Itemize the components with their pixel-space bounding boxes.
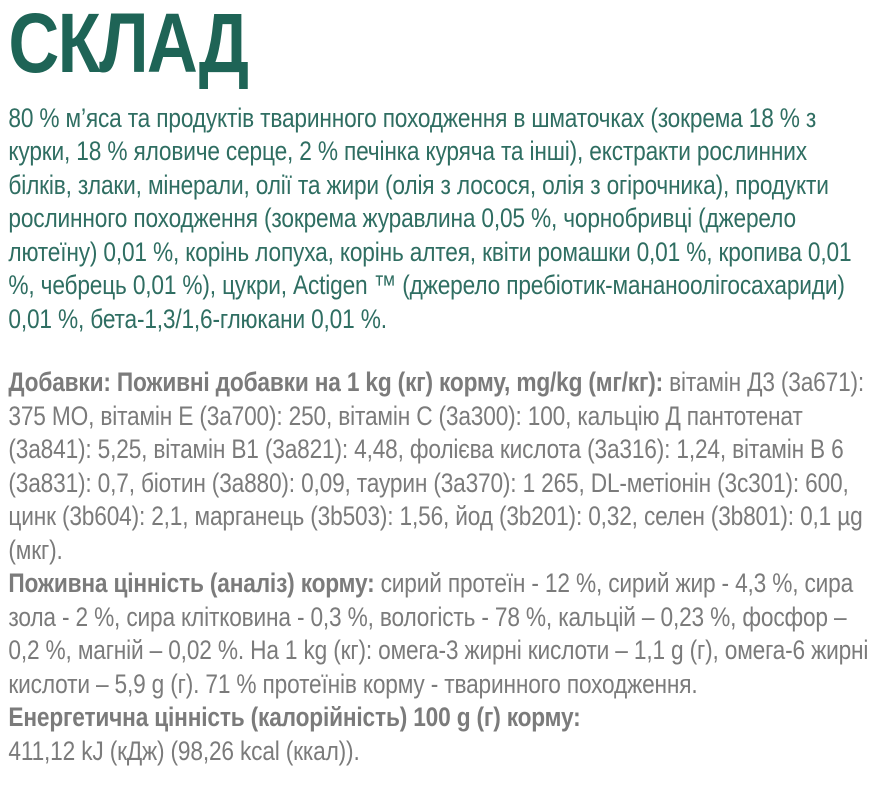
energy-value: 411,12 kJ (кДж) (98,26 kcal (ккал)). (8, 735, 360, 766)
page-title: СКЛАД (8, 0, 248, 90)
composition-text: 80 % м’яса та продуктів тваринного походження в шматочках (зокрема 18 % з курки, 18 % яловиче серце, 2 % печінка куряча та інші), екстракти рослинних білків, злаки, мінерали, олії та жири (олія з лосося, олія з огірочника), продукти рослинного походження (зокрема журавлина 0,05 %, чорнобривці (джерело лютеїну) 0,01 %, корінь лопуха, корінь алтея, квіти ромашки 0,01 %, кропива 0,01 %, чебрець 0,01 %), цукри, Actigen ™ (джерело пребіотик-мананоолігосахариди) 0,01 %, бета-1,3/1,6-глюкани 0,01 %. (8, 102, 852, 334)
energy-paragraph (8, 701, 875, 768)
energy-label: Енергетична цінність (калорійність) 100 g (г) корму: (8, 702, 581, 733)
additives-label: Добавки: Поживні добавки на 1 kg (кг) корму, mg/kg (мг/кг): (8, 367, 670, 398)
additives-paragraph (8, 366, 875, 567)
nutrition-label: Поживна цінність (аналіз) корму: (8, 568, 381, 599)
nutrition-text: сирий протеїн - 12 %, сирий жир - 4,3 %, сира зола - 2 %, сира клітковина - 0,3 %, вологість - 78 %, кальцій – 0,23 %, фосфор – 0,2 %, магній – 0,02 %. На 1 kg (кг): омега-3 жирні кислоти – 1,1 g (г), омега-6 жирні кислоти – 5,9 g (г). 71 % протеїнів корму - тваринного походження. (8, 568, 869, 699)
nutrition-paragraph (8, 567, 875, 701)
additives-text: вітамін Д3 (3а671): 375 МО, вітамін Е (3а700): 250, вітамін С (3а300): 100, кальцію Д пантотенат (3а841): 5,25, вітамін В1 (3а821): 4,48, фолієва кислота (3а316): 1,24, вітамін В 6 (3а831): 0,7, біотин (3а880): 0,09, таурин (3а370): 1 265, DL-метіонін (3с301): 600, цинк (3b604): 2,1, марганець (3b503): 1,56, йод (3b201): 0,32, селен (3b801): 0,1 µg (мкг). (8, 367, 865, 565)
